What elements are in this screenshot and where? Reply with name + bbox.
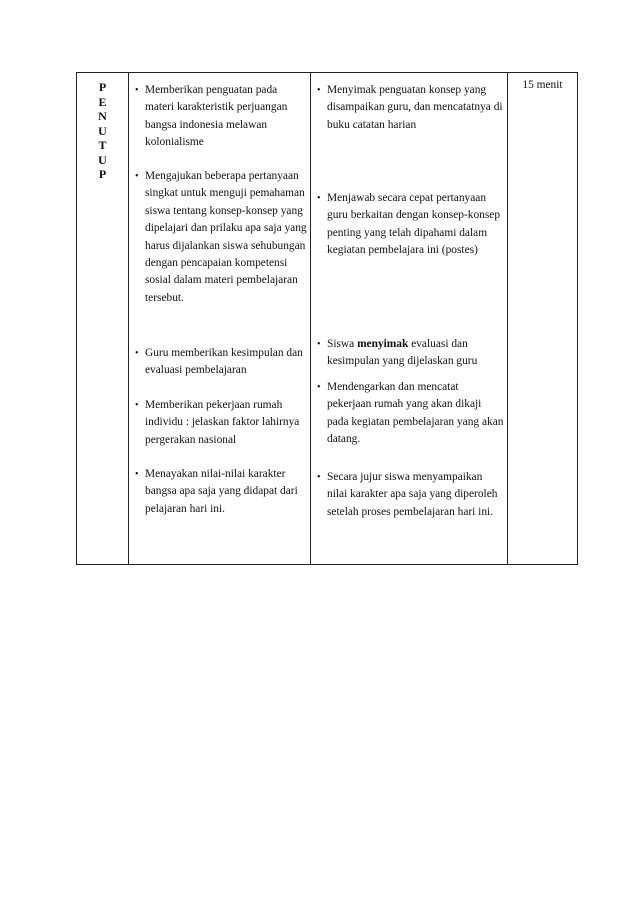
student-activity-text: Secara jujur siswa menyampaikan nilai karakter apa saja yang diperoleh setelah proses pembelajaran hari ini. <box>327 471 498 518</box>
bullet-icon: • <box>317 85 321 96</box>
bullet-icon: • <box>135 400 139 411</box>
phase-letter: P <box>98 80 107 94</box>
bullet-icon: • <box>317 382 321 393</box>
duration-cell <box>508 73 578 565</box>
phase-letter: T <box>98 138 107 152</box>
teacher-activity-item <box>133 168 308 307</box>
lesson-plan-table <box>76 72 578 565</box>
student-activity-item <box>315 379 505 449</box>
phase-letter: P <box>98 167 107 181</box>
teacher-activity-text: Mengajukan beberapa pertanyaan singkat untuk menguji pemahaman siswa tentang konsep-konsep yang dipelajari dan prilaku apa saja yang harus dijalankan siswa sehubungan dengan pencapaian kompetensi sosial dalam materi pembelajaran tersebut. <box>145 170 307 304</box>
phase-label-cell <box>77 73 129 565</box>
teacher-activity-text: Guru memberikan kesimpulan dan evaluasi pembelajaran <box>145 347 303 377</box>
table-row <box>77 73 578 565</box>
phase-letter: N <box>98 109 107 123</box>
student-activity-item <box>315 469 505 521</box>
bullet-icon: • <box>135 85 139 96</box>
student-activity-text: Mendengarkan dan mencatat pekerjaan rumah yang akan dikaji pada kegiatan pembelajaran yang akan datang. <box>327 381 504 446</box>
student-activity-text: Menjawab secara cepat pertanyaan guru berkaitan dengan konsep-konsep penting yang telah dipahami dalam kegiatan pembelajara ini (postes) <box>327 192 501 257</box>
teacher-activity-text: Memberikan pekerjaan rumah individu : jelaskan faktor lahirnya pergerakan nasional <box>145 399 300 446</box>
bullet-icon: • <box>317 472 321 483</box>
duration-text: 15 menit <box>522 79 563 91</box>
student-activity-item <box>315 336 505 371</box>
bullet-icon: • <box>317 193 321 204</box>
bullet-icon: • <box>135 348 139 359</box>
teacher-activity-text: Memberikan penguatan pada materi karakteristik perjuangan bangsa indonesia melawan kolonialisme <box>145 84 288 149</box>
teacher-activity-item <box>133 466 308 518</box>
bullet-icon: • <box>317 339 321 350</box>
teacher-activity-item <box>133 82 308 152</box>
teacher-activities-cell <box>129 73 311 565</box>
student-activity-text: Menyimak penguatan konsep yang disampaikan guru, dan mencatatnya di buku catatan harian <box>327 84 503 131</box>
student-activities-cell <box>311 73 508 565</box>
bullet-icon: • <box>135 171 139 182</box>
teacher-activity-text: Menayakan nilai-nilai karakter bangsa apa saja yang didapat dari pelajaran hari ini. <box>145 468 298 515</box>
phase-letter: U <box>98 123 107 138</box>
phase-letter: E <box>98 94 107 109</box>
teacher-activity-item <box>133 397 308 449</box>
bullet-icon: • <box>135 469 139 480</box>
phase-letter: U <box>98 152 107 167</box>
student-activity-text: Siswa menyimak evaluasi dan kesimpulan yang dijelaskan guru <box>327 338 478 368</box>
student-activity-item <box>315 190 505 260</box>
teacher-activity-item <box>133 345 308 380</box>
student-activity-item <box>315 82 505 134</box>
